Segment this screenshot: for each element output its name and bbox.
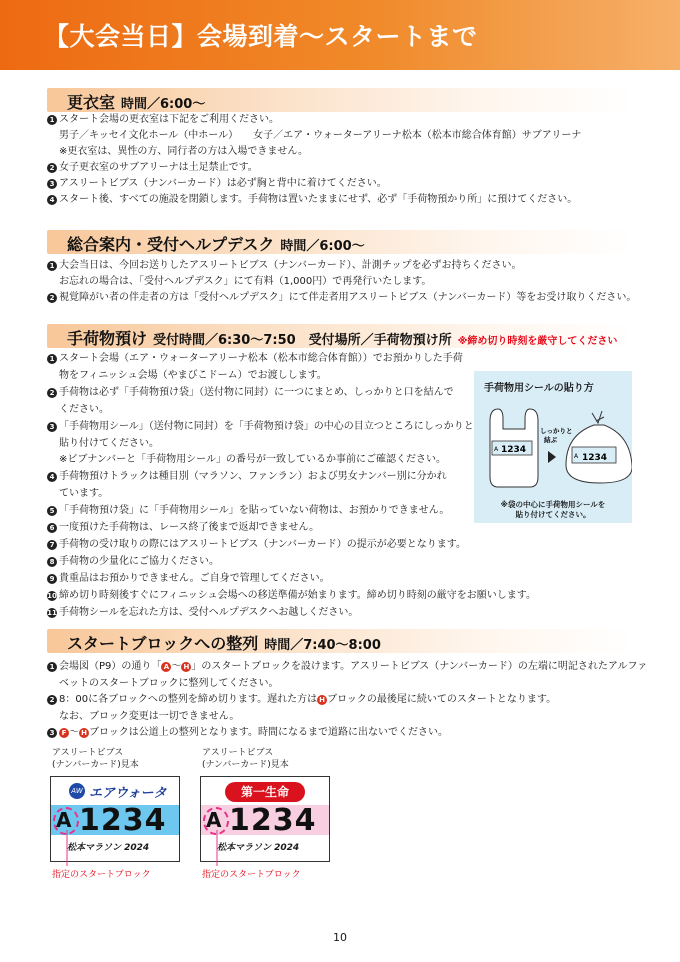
- deadline-warning: ※締め切り時刻を厳守してください: [457, 336, 618, 347]
- item-number-icon: 2: [47, 163, 57, 173]
- list-item: [59, 275, 431, 289]
- list-item: [59, 145, 308, 159]
- section-title: 手荷物預け: [67, 329, 148, 348]
- list-item-text: ※更衣室は、異性の方、同行者の方は入場できません。: [59, 146, 308, 157]
- list-item-text: 手荷物は必ず「手荷物預け袋」（送付物に同封）に一つにまとめ、しっかりと口を結んで: [59, 386, 454, 398]
- section-time: 時間／6:00〜: [121, 97, 206, 112]
- list-item-text: 男子／キッセイ文化ホール（中ホール） 女子／エア・ウォーターアリーナ松本（松本市総合体育館）サブアリーナ: [59, 130, 582, 141]
- list-item: [47, 291, 636, 305]
- list-item-text: 」のスタートブロックを設けます。アスリートビブス（ナンバーカード）の左端に明記されたアルファ: [191, 661, 648, 672]
- list-item: [59, 369, 327, 383]
- bib-caption-1: アスリートビブス (ナンバーカード)見本: [52, 748, 139, 770]
- item-number-icon: 3: [47, 728, 57, 738]
- item-number-icon: 5: [47, 506, 57, 516]
- item-number-icon: 9: [47, 574, 57, 584]
- list-item-text: 〜: [171, 661, 182, 672]
- item-number-icon: 8: [47, 557, 57, 567]
- item-number-icon: 1: [47, 662, 57, 672]
- item-number-icon: 7: [47, 540, 57, 550]
- open-bag-icon: [490, 409, 538, 487]
- sticker-guide-box: [474, 371, 632, 523]
- callout-line: [57, 830, 77, 866]
- list-item: [59, 710, 239, 724]
- item-number-icon: 4: [47, 195, 57, 205]
- list-item-text: 8：00に各ブロックへの整列を締め切ります。遅れた方は: [59, 694, 318, 705]
- list-item: [47, 693, 556, 707]
- item-number-icon: 1: [47, 354, 57, 364]
- list-item: [59, 677, 279, 691]
- list-item-text: 貼り付けてください。: [59, 437, 159, 449]
- list-item-text: ブロックの最後尾に続いてのスタートとなります。: [327, 694, 557, 705]
- sticker-number: 1234: [501, 445, 527, 455]
- tied-bag-icon: [566, 411, 632, 483]
- list-item-text: 貴重品はお預かりできません。ご自身で管理してください。: [59, 572, 330, 584]
- sticker-note: [474, 500, 632, 520]
- item-number-icon: 3: [47, 422, 57, 432]
- list-item-text: なお、ブロック変更は一切できません。: [59, 710, 240, 722]
- block-letter-icon: H: [181, 662, 191, 672]
- item-number-icon: 3: [47, 179, 57, 189]
- list-item: [59, 487, 108, 501]
- bib-label-2: 指定のスタートブロック: [202, 870, 301, 880]
- list-item-text: 〜: [69, 727, 79, 738]
- list-item-text: 視覚障がい者の伴走者の方は「受付ヘルプデスク」にて伴走者用アスリートビブス（ナンバーカード）等をお受け取りください。: [59, 292, 637, 303]
- list-item-text: ※ビブナンバーと「手荷物用シール」の番号が一致しているか事前にご確認ください。: [59, 454, 446, 466]
- list-item: [47, 572, 330, 586]
- sticker-letter: A: [574, 453, 579, 460]
- tie-label-1: しっかりと: [540, 427, 573, 435]
- list-item-text: ください。: [59, 403, 109, 415]
- list-item-text: アスリートビブス（ナンバーカード）は必ず胸と背中に着けてください。: [59, 178, 387, 189]
- list-item-text: 手荷物シールを忘れた方は、受付ヘルプデスクへお越しください。: [59, 606, 359, 618]
- item-number-icon: 10: [47, 591, 57, 600]
- list-item-text: 締め切り時刻後すぐにフィニッシュ会場への移送準備が始まります。締め切り時刻の厳守をお願いします。: [59, 589, 536, 601]
- bib-label-1: 指定のスタートブロック: [52, 870, 151, 880]
- section-header-start-block: [47, 629, 633, 653]
- list-item: [47, 352, 463, 366]
- item-number-icon: 2: [47, 388, 57, 398]
- callout-line: [207, 830, 227, 866]
- list-item-text: 会場図（P9）の通り「: [59, 661, 162, 672]
- item-number-icon: 6: [47, 523, 57, 533]
- list-item-text: お忘れの場合は、「受付ヘルプデスク」にて有料（1,000円）で再発行いたします。: [59, 276, 432, 287]
- list-item-text: ています。: [59, 488, 109, 500]
- list-item: [59, 129, 581, 143]
- bib-sponsor: 第一生命: [225, 782, 305, 802]
- block-letter-icon: H: [317, 695, 327, 705]
- section-time: 受付時間／6:30〜7:50 受付場所／手荷物預け所: [153, 333, 452, 348]
- list-item-text: 大会当日は、今回お送りしたアスリートビブス（ナンバーカード）、計測チップを必ずお持ちください。: [59, 260, 522, 271]
- list-item: [47, 660, 647, 674]
- list-item: [47, 113, 279, 127]
- sponsor-logo-icon: AW: [69, 783, 85, 799]
- list-item: [59, 453, 446, 467]
- bib-number: 1234: [229, 803, 317, 838]
- page-banner: [0, 0, 680, 70]
- section-time: 時間／6:00〜: [280, 239, 365, 254]
- block-letter-icon: F: [59, 728, 69, 738]
- bib-block-letter: A: [56, 808, 72, 832]
- list-item: [47, 521, 319, 535]
- list-item: [47, 589, 536, 603]
- list-item-text: ベットのスタートブロックに整列してください。: [59, 677, 279, 689]
- list-item-text: 「手荷物預け袋」に「手荷物用シール」を貼っていない荷物は、お預かりできません。: [59, 505, 450, 517]
- sticker-guide-title: 手荷物用シールの貼り方: [484, 383, 594, 394]
- list-item: [47, 470, 447, 484]
- list-item: [47, 504, 449, 518]
- item-number-icon: 4: [47, 472, 57, 482]
- arrow-icon: [548, 451, 556, 463]
- list-item: [47, 177, 387, 191]
- list-item: [47, 386, 454, 400]
- bib-event-name: 松本マラソン 2024: [67, 843, 150, 853]
- bib-caption-2: アスリートビブス (ナンバーカード)見本: [202, 748, 289, 770]
- bib-number: 1234: [79, 803, 167, 838]
- section-title: 更衣室: [67, 93, 116, 112]
- list-item: [59, 403, 109, 417]
- item-number-icon: 1: [47, 261, 57, 271]
- section-time: 時間／7:40〜8:00: [264, 638, 381, 653]
- block-letter-icon: A: [161, 662, 171, 672]
- page-number: 10: [333, 931, 347, 944]
- list-item: [59, 437, 159, 451]
- list-item-text: 一度預けた手荷物は、レース終了後まで返却できません。: [59, 522, 320, 533]
- page-title: 【大会当日】会場到着〜スタートまで: [44, 22, 478, 51]
- list-item-text: スタート会場の更衣室は下記をご利用ください。: [59, 114, 279, 125]
- bib-sponsor: エアウォータ: [89, 786, 167, 801]
- section-title: スタートブロックへの整列: [67, 634, 259, 653]
- list-item: [47, 420, 474, 434]
- list-item: [47, 606, 358, 620]
- item-number-icon: 2: [47, 695, 57, 705]
- list-item-text: 女子更衣室のサブアリーナは土足禁止です。: [59, 162, 258, 173]
- list-item: [47, 193, 577, 207]
- bib-block-letter: A: [206, 808, 222, 832]
- section-title: 総合案内・受付ヘルプデスク: [67, 235, 275, 254]
- list-item: [47, 538, 466, 552]
- section-header-help-desk: [47, 230, 633, 254]
- note-line-2: 貼り付けてください。: [515, 510, 591, 519]
- section-header-changing-room: [47, 88, 633, 112]
- list-item-text: 物をフィニッシュ会場（やまびこドーム）でお渡しします。: [59, 369, 327, 381]
- bib-event-name: 松本マラソン 2024: [217, 843, 300, 853]
- list-item-text: スタート後、すべての施設を閉鎖します。手荷物は置いたままにせず、必ず「手荷物預かり所」に預けてください。: [59, 194, 578, 205]
- list-item: [47, 555, 219, 569]
- list-item: [47, 161, 258, 175]
- section-header-baggage: [47, 324, 633, 348]
- note-line-1: ※袋の中心に手荷物用シールを: [500, 500, 606, 509]
- list-item-text: 手荷物の少量化にご協力ください。: [59, 555, 219, 567]
- list-item-text: 「手荷物用シール」（送付物に同封）を「手荷物預け袋」の中心の目立つところにしっかりと: [59, 420, 474, 432]
- item-number-icon: 1: [47, 115, 57, 125]
- tie-label-2: 結ぶ: [544, 436, 557, 444]
- sticker-letter: A: [494, 446, 499, 453]
- list-item: [47, 726, 448, 740]
- item-number-icon: 2: [47, 293, 57, 303]
- list-item-text: ブロックは公道上の整列となります。時間になるまで道路に出ないでください。: [89, 727, 448, 738]
- item-number-icon: 11: [47, 608, 57, 617]
- list-item-text: 手荷物預けトラックは種目別（マラソン、ファンラン）および男女ナンバー別に分かれ: [59, 471, 447, 483]
- list-item-text: 手荷物の受け取りの際にはアスリートビブス（ナンバーカード）の提示が必要となります。: [59, 538, 466, 550]
- sticker-number: 1234: [582, 453, 608, 463]
- list-item: [47, 259, 522, 273]
- block-letter-icon: H: [79, 728, 89, 738]
- list-item-text: スタート会場（エア・ウォーターアリーナ松本（松本市総合体育館））でお預かりした手荷: [59, 353, 463, 364]
